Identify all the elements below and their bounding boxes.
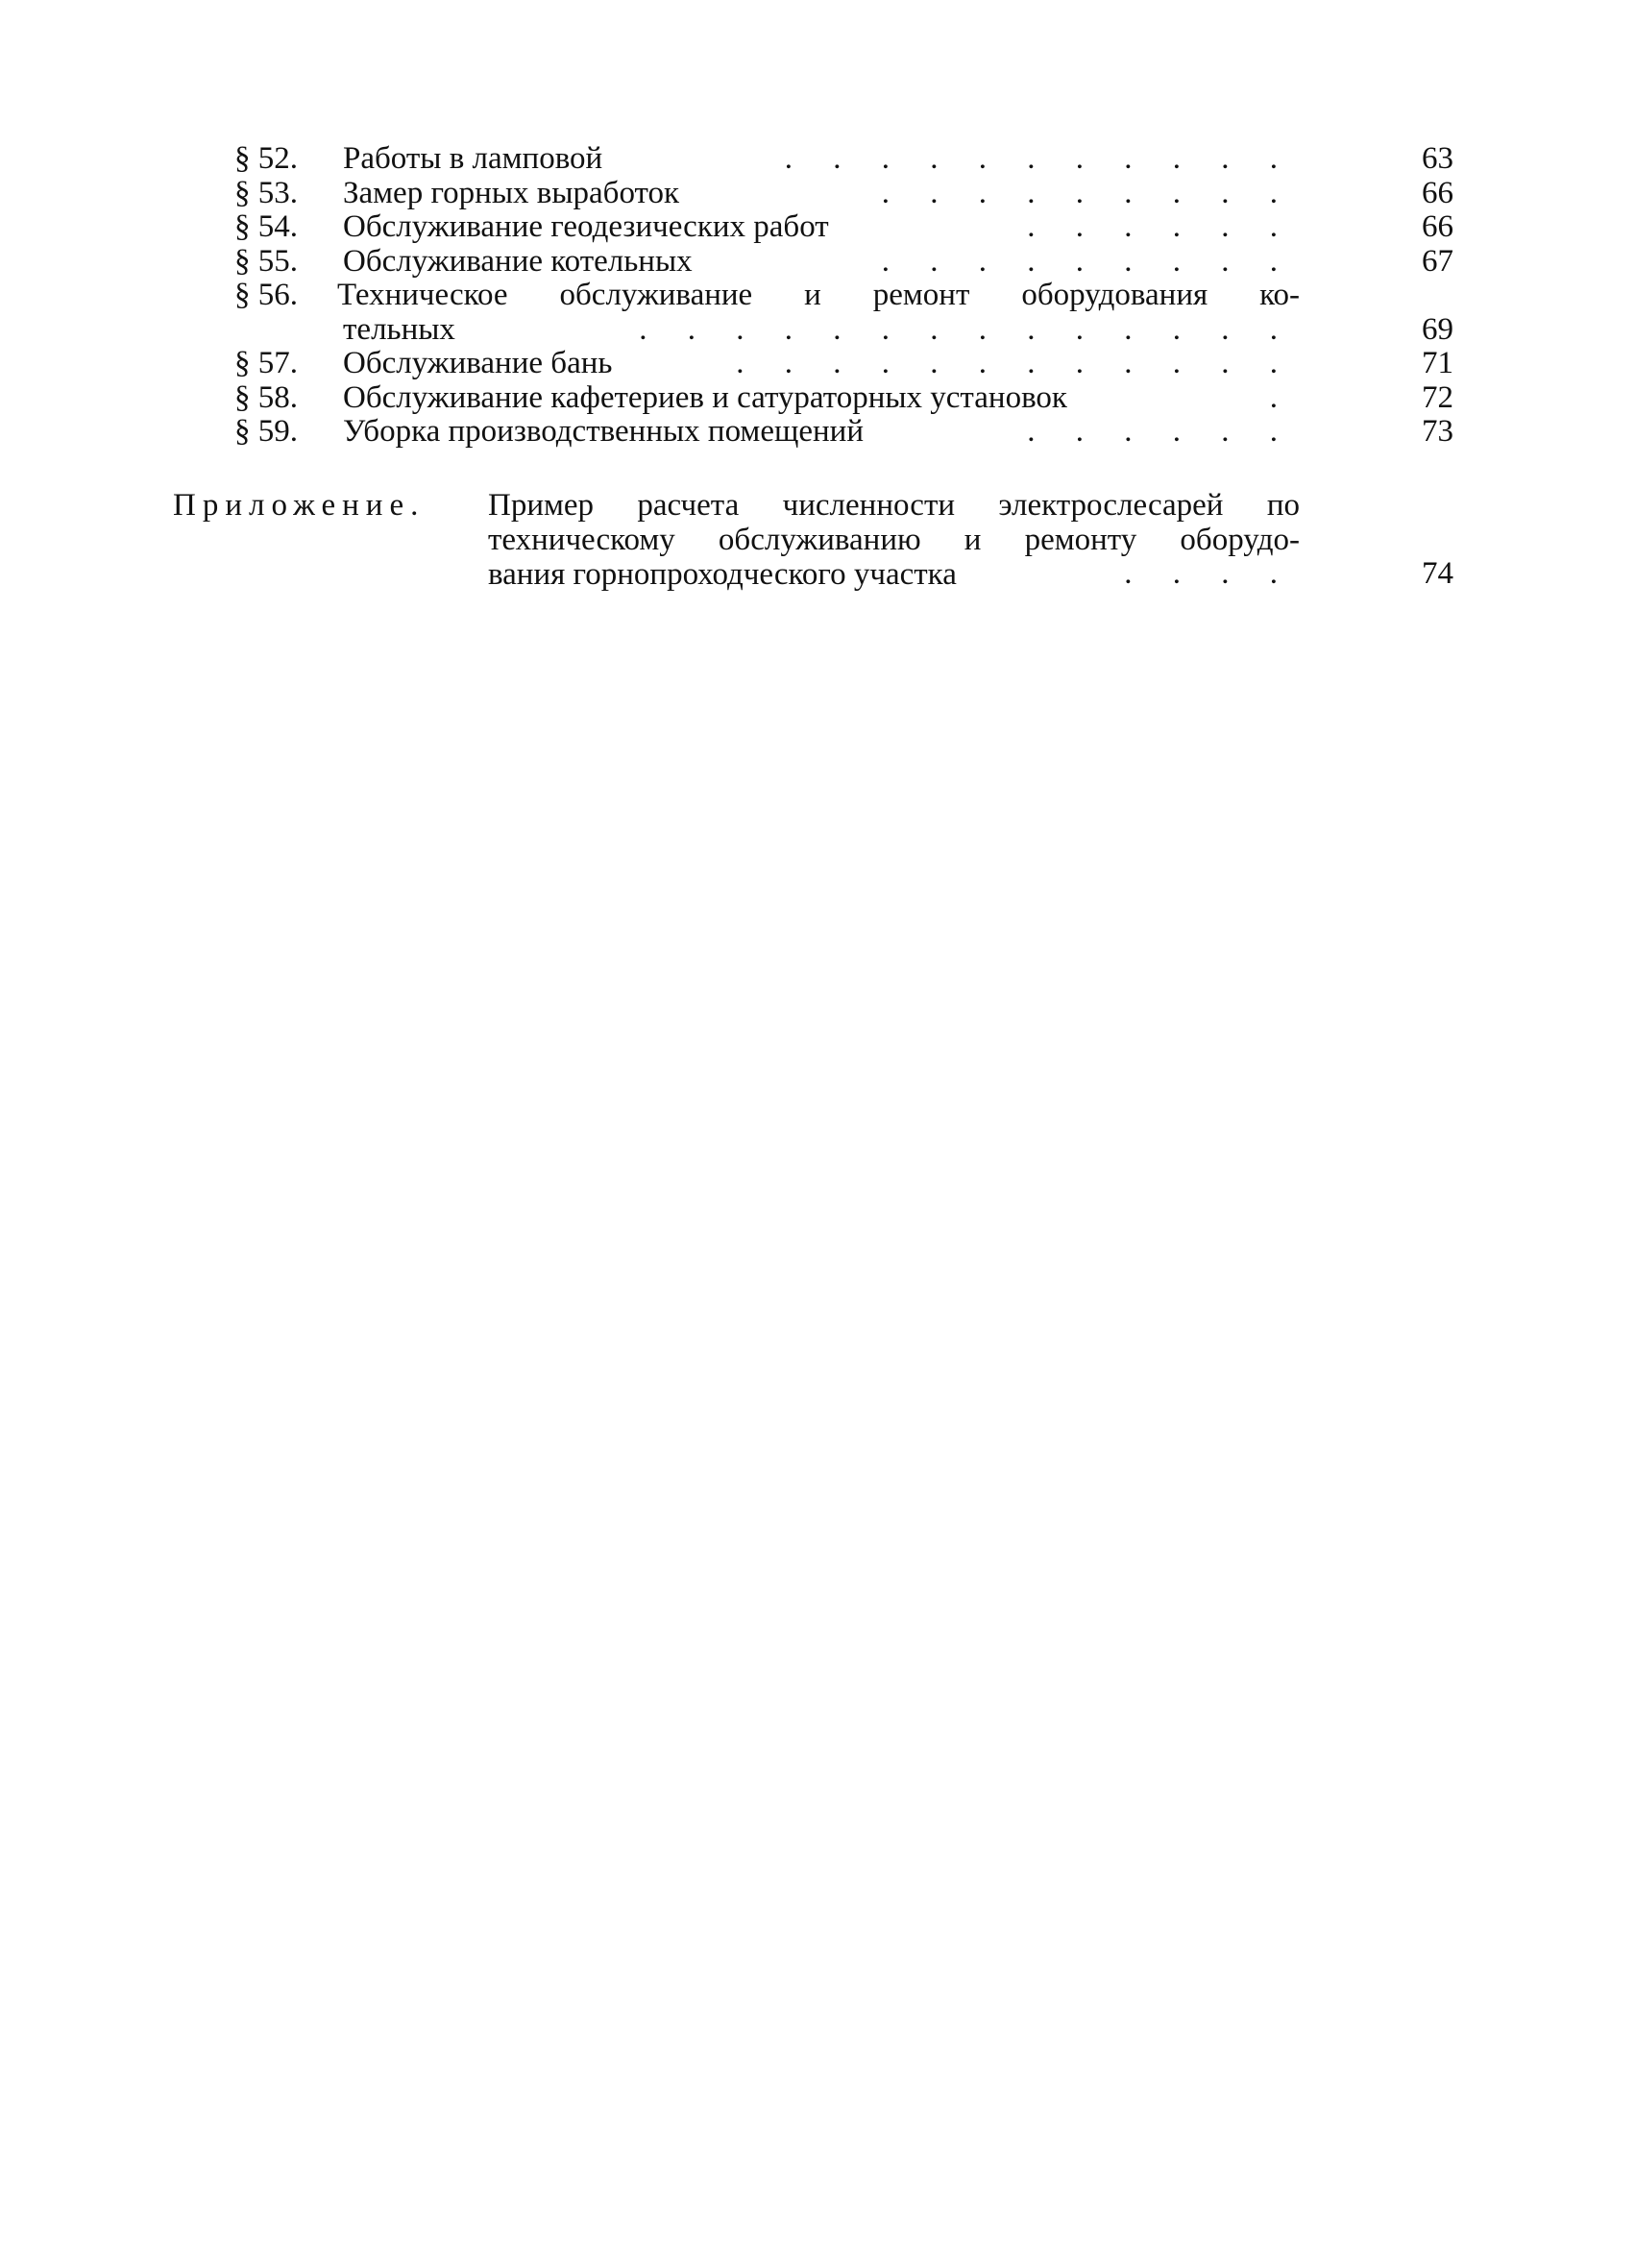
page-number: 72 xyxy=(1422,379,1453,415)
table-of-contents xyxy=(0,142,1635,450)
appendix-title-line-2: техническому обслуживанию и ремонту оборудо- xyxy=(488,523,1300,557)
toc-entry-56-line2 xyxy=(0,313,1635,348)
leader-dots: . . . . . . . . . . . xyxy=(784,141,1294,176)
toc-entry-56-line1 xyxy=(0,279,1635,313)
toc-entry-57 xyxy=(0,347,1635,381)
section-title: Обслуживание кафетериев и сатураторных установок xyxy=(343,379,1067,415)
section-title: Обслуживание бань xyxy=(343,346,613,380)
page-number: 63 xyxy=(1422,141,1453,176)
section-title: Обслуживание котельных xyxy=(343,243,693,279)
toc-entry-59 xyxy=(0,415,1635,450)
page-number: 67 xyxy=(1422,243,1453,279)
toc-entry-54 xyxy=(0,210,1635,245)
page-number: 71 xyxy=(1422,346,1453,380)
page-number: 74 xyxy=(1422,556,1453,591)
section-title-continued: тельных xyxy=(343,311,455,347)
leader-dots: . . . . . . . . . xyxy=(881,243,1294,279)
section-title: Замер горных выработок xyxy=(343,175,680,210)
section-number: § 54. xyxy=(234,209,298,244)
section-number: § 58. xyxy=(234,379,298,415)
page-number: 69 xyxy=(1422,311,1453,347)
leader-dots: . . . . xyxy=(1124,556,1294,591)
section-title: Техническое обслуживание и ремонт оборудования ко- xyxy=(337,278,1300,312)
leader-dots: . xyxy=(1269,379,1294,415)
leader-dots: . . . . . . . . . . . . . . xyxy=(639,311,1294,347)
page-number: 73 xyxy=(1422,414,1453,449)
leader-dots: . . . . . . . . . . . . xyxy=(736,346,1294,380)
section-number: § 52. xyxy=(234,141,298,176)
section-number: § 53. xyxy=(234,175,298,210)
toc-entry-53 xyxy=(0,177,1635,211)
leader-dots: . . . . . . . . . xyxy=(881,175,1294,210)
section-number: § 55. xyxy=(234,243,298,279)
appendix-label: Приложение. xyxy=(173,488,426,523)
section-number: § 57. xyxy=(234,346,298,380)
leader-dots: . . . . . . xyxy=(1027,209,1294,244)
toc-entry-52 xyxy=(0,142,1635,177)
appendix-title-line-3: вания горнопроходческого участка xyxy=(488,557,957,592)
appendix-title-line-1: Пример расчета численности электрослесарей по xyxy=(488,488,1300,523)
page-number: 66 xyxy=(1422,175,1453,210)
section-number: § 59. xyxy=(234,414,298,449)
toc-entry-58 xyxy=(0,381,1635,416)
section-title: Работы в ламповой xyxy=(343,141,603,176)
section-title: Уборка производственных помещений xyxy=(343,414,865,449)
section-title: Обслуживание геодезических работ xyxy=(343,209,829,244)
toc-entry-55 xyxy=(0,245,1635,280)
section-number: § 56. xyxy=(234,278,298,312)
leader-dots: . . . . . . xyxy=(1027,414,1294,449)
page-number: 66 xyxy=(1422,209,1453,244)
